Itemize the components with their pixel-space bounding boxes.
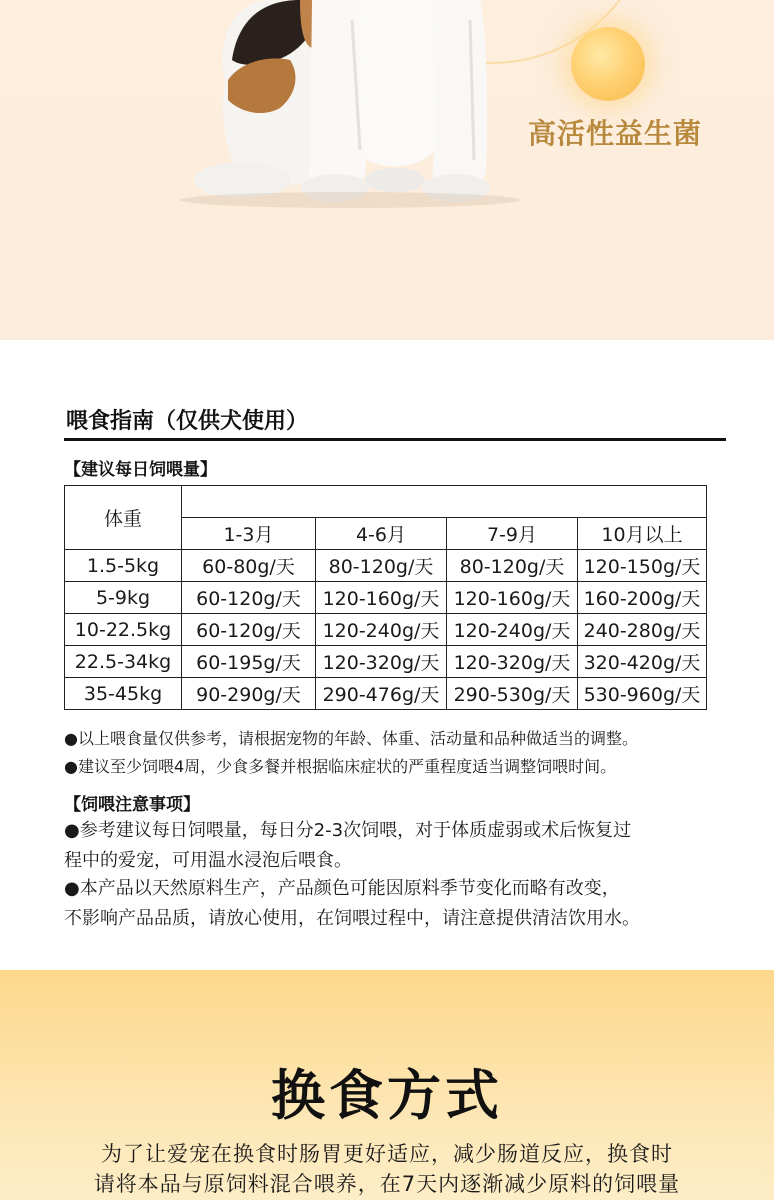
transition-title: 换食方式 xyxy=(271,1064,503,1127)
amount-cell: 90-290g/天 xyxy=(182,678,316,710)
table-row xyxy=(65,646,707,678)
amount-cell: 60-120g/天 xyxy=(182,582,316,614)
amount-cell: 120-320g/天 xyxy=(316,646,447,678)
amount-cell: 290-476g/天 xyxy=(316,678,447,710)
precautions-heading: 【饲喂注意事项】 xyxy=(64,795,200,815)
amount-cell: 290-530g/天 xyxy=(447,678,578,710)
amount-cell: 80-120g/天 xyxy=(447,550,578,582)
table-row xyxy=(65,678,707,710)
table-row xyxy=(65,582,707,614)
amount-cell: 120-150g/天 xyxy=(578,550,707,582)
age-header: 4-6月 xyxy=(316,518,447,550)
amount-cell: 120-320g/天 xyxy=(447,646,578,678)
amount-cell: 530-960g/天 xyxy=(578,678,707,710)
weight-cell: 5-9kg xyxy=(65,582,182,614)
age-header: 1-3月 xyxy=(182,518,316,550)
guide-divider xyxy=(64,438,726,441)
amount-cell: 160-200g/天 xyxy=(578,582,707,614)
age-header: 10月以上 xyxy=(578,518,707,550)
guide-title: 喂食指南（仅供犬使用） xyxy=(66,409,309,434)
amount-cell: 320-420g/天 xyxy=(578,646,707,678)
precaution-line: ●本产品以天然原料生产，产品颜色可能因原料季节变化而略有改变， xyxy=(64,878,620,899)
amount-cell: 60-80g/天 xyxy=(182,550,316,582)
table-header-row xyxy=(65,486,707,518)
precaution-paragraph xyxy=(64,874,724,934)
note-line: ●以上喂食量仅供参考，请根据宠物的年龄、体重、活动量和品种做适当的调整。 xyxy=(64,729,638,748)
precaution-paragraph xyxy=(64,816,724,876)
table-row xyxy=(65,614,707,646)
precaution-line: 程中的爱宠，可用温水浸泡后喂食。 xyxy=(64,850,352,871)
amount-cell: 120-240g/天 xyxy=(316,614,447,646)
daily-amount-heading: 【建议每日饲喂量】 xyxy=(64,460,217,480)
feeding-table xyxy=(64,485,707,710)
weight-cell: 35-45kg xyxy=(65,678,182,710)
weight-cell: 22.5-34kg xyxy=(65,646,182,678)
weight-cell: 1.5-5kg xyxy=(65,550,182,582)
probiotic-label: 高活性益生菌 xyxy=(527,117,702,150)
food-transition-section xyxy=(0,970,774,1200)
amount-cell: 240-280g/天 xyxy=(578,614,707,646)
hero-banner xyxy=(0,0,774,340)
amount-cell: 60-120g/天 xyxy=(182,614,316,646)
weight-header: 体重 xyxy=(65,486,182,550)
age-header: 7-9月 xyxy=(447,518,578,550)
amount-cell: 120-240g/天 xyxy=(447,614,578,646)
table-row xyxy=(65,550,707,582)
amount-cell: 80-120g/天 xyxy=(316,550,447,582)
probiotic-orb xyxy=(571,27,645,101)
transition-text-line: 请将本品与原饲料混合喂养，在7天内逐渐减少原料的饲喂量 xyxy=(93,1172,681,1196)
weight-cell: 10-22.5kg xyxy=(65,614,182,646)
age-group-header xyxy=(182,486,707,518)
amount-cell: 60-195g/天 xyxy=(182,646,316,678)
dog-illustration xyxy=(0,0,774,340)
amount-cell: 120-160g/天 xyxy=(316,582,447,614)
transition-text-line: 为了让爱宠在换食时肠胃更好适应，减少肠道反应，换食时 xyxy=(101,1142,673,1166)
precaution-line: 不影响产品品质，请放心使用，在饲喂过程中，请注意提供清洁饮用水。 xyxy=(64,908,640,929)
amount-cell: 120-160g/天 xyxy=(447,582,578,614)
precaution-line: ●参考建议每日饲喂量，每日分2-3次饲喂，对于体质虚弱或术后恢复过 xyxy=(64,820,632,841)
note-line: ●建议至少饲喂4周，少食多餐并根据临床症状的严重程度适当调整饲喂时间。 xyxy=(64,757,617,776)
